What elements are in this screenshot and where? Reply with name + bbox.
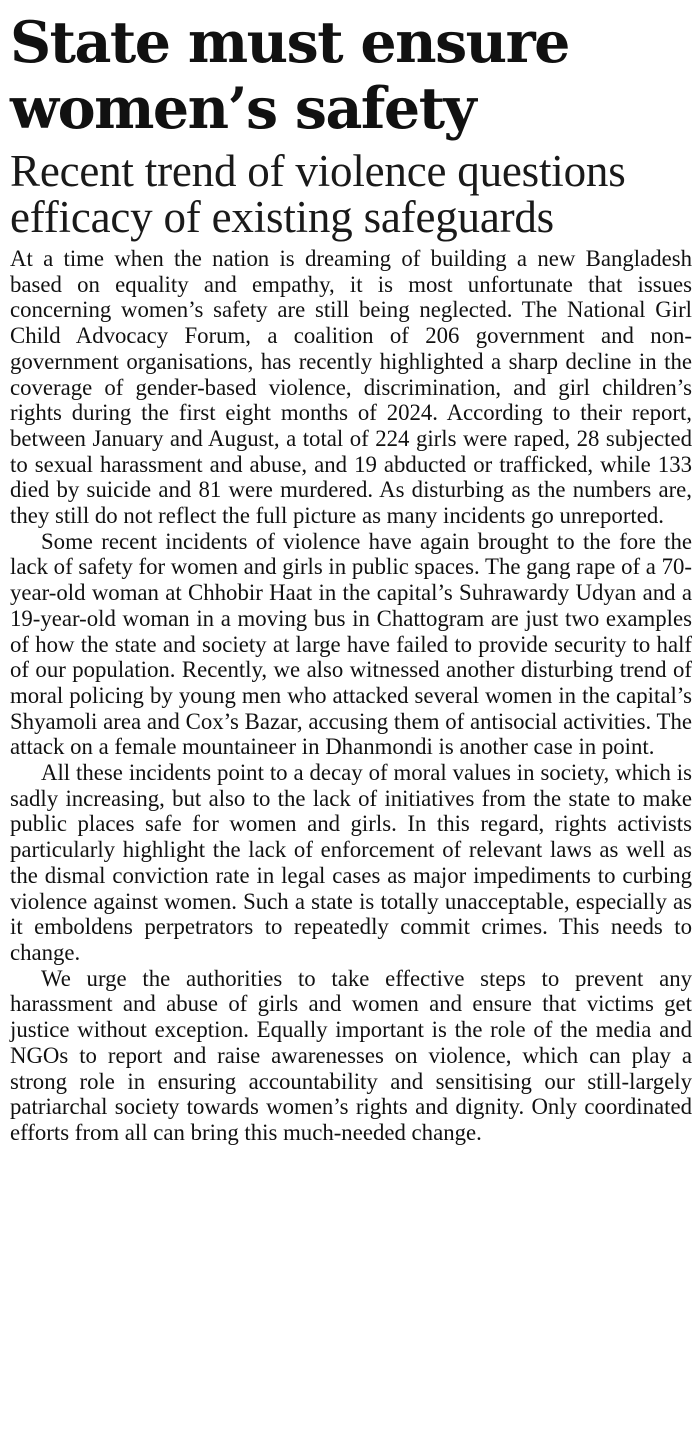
body-paragraph-4: We urge the authorities to take effective steps to prevent any harassment and abuse of girls and women and ensure that victims get justice without exception. Equally important is the role of the media and NGOs to report and raise awarenesses on violence, which can play a strong role in ensuring accountability and sensitising our still-largely patriarchal society towards women’s rights and dignity. Only coordinated efforts from all can bring this much-needed change. [10, 965, 692, 1145]
headline-line-2: women’s safety [10, 75, 476, 142]
subheadline-line-2: efficacy of existing safeguards [10, 192, 554, 242]
headline-line-1: State must ensure [10, 9, 569, 76]
body-paragraph-2: Some recent incidents of violence have again brought to the fore the lack of safety for women and girls in public spaces. The gang rape of a 70-year-old woman at Chhobir Haat in the capital’s Suhrawardy Udyan and a 19-year-old woman in a moving bus in Chattogram are just two examples of how the state and society at large have failed to provide security to half of our population. Recently, we also witnessed another disturbing trend of moral policing by young men who attacked several women in the capital’s Shyamoli area and Cox’s Bazar, accusing them of antisocial activities. The attack on a female mountaineer in Dhanmondi is another case in point. [10, 528, 692, 760]
article-body [10, 246, 692, 1146]
subheadline-line-1: Recent trend of violence questions [10, 146, 626, 196]
headline [10, 10, 692, 142]
subheadline [10, 148, 692, 240]
body-paragraph-3: All these incidents point to a decay of moral values in society, which is sadly increasing, but also to the lack of initiatives from the state to make public places safe for women and girls. In this regard, rights activists particularly highlight the lack of enforcement of relevant laws as well as the dismal conviction rate in legal cases as major impediments to curbing violence against women. Such a state is totally unacceptable, especially as it emboldens perpetrators to repeatedly commit crimes. This needs to change. [10, 760, 692, 965]
body-paragraph-1: At a time when the nation is dreaming of building a new Bangladesh based on equality and empathy, it is most unfortunate that issues concerning women’s safety are still being neglected. The National Girl Child Advocacy Forum, a coalition of 206 government and non-government organisations, has recently highlighted a sharp decline in the coverage of gender-based violence, discrimination, and girl children’s rights during the first eight months of 2024. According to their report, between January and August, a total of 224 girls were raped, 28 subjected to sexual harassment and abuse, and 19 abducted or trafficked, while 133 died by suicide and 81 were murdered. As disturbing as the numbers are, they still do not reflect the full picture as many incidents go unreported. [10, 246, 692, 529]
